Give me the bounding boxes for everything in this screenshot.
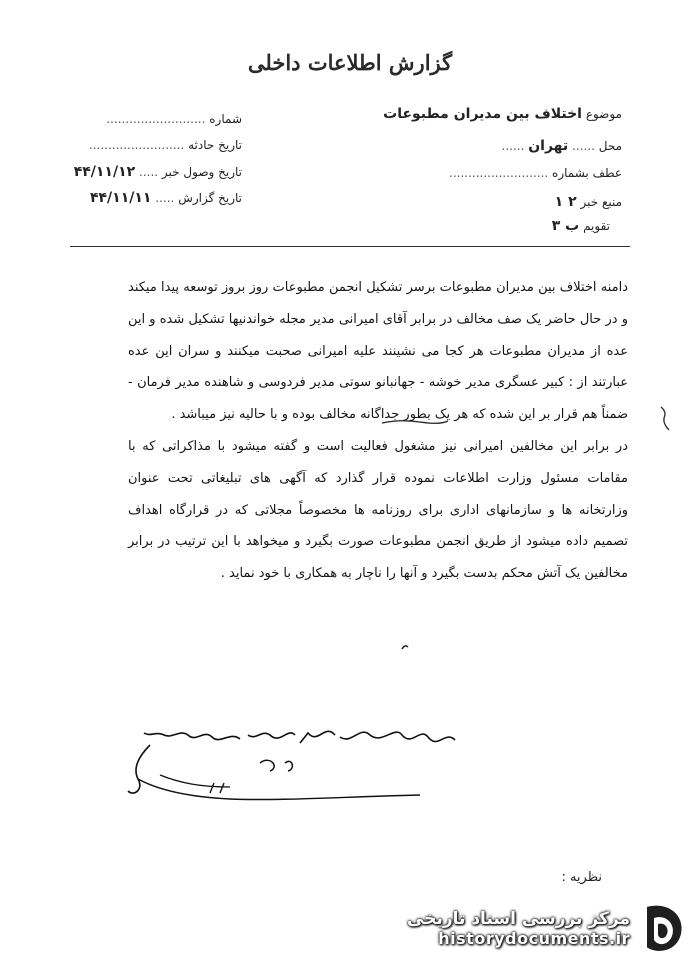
source-field bbox=[555, 194, 622, 210]
received-date-field: تاریخ وصول خبر ..... ۴۴/۱۱/۱۲ bbox=[73, 164, 242, 180]
reference-field: عطف بشماره .......................... bbox=[449, 166, 622, 180]
subject-field bbox=[383, 106, 622, 122]
number-label: شماره bbox=[209, 112, 242, 126]
body-paragraph-2: در برابر این مخالفین امیرانی نیز مشغول فعالیت است و گفته میشود با مذاکراتی که با مقامات مسئول وزارت اطلاعات نموده قرار گذارد که آگهی های تبلیغاتی تحت عنوان وزارتخانه ها و سازمانهای اداری برای روزنامه ها مخصوصاً مجلاتی که در قرارگاه اهداف تصمیم داده میشود از طریق انجمن مطبوعات صورت بگیرد و میخواهد با این ترتیب در برابر مخالفین یک آتش محکم بدست بگیرد و آنها را ناچار به همکاری با خود نماید . bbox=[128, 438, 628, 582]
watermark-title: مرکز بررسی اسناد تاریخی bbox=[407, 908, 630, 929]
watermark bbox=[407, 898, 688, 958]
report-date-value: ۴۴/۱۱/۱۱ bbox=[89, 190, 152, 206]
evaluation-field bbox=[552, 218, 610, 234]
location-value: تهران bbox=[528, 138, 569, 154]
handwritten-signature bbox=[120, 705, 470, 820]
evaluation-value: ب ۳ bbox=[551, 218, 580, 234]
source-value: ۲ ۱ bbox=[554, 194, 577, 210]
reference-label: عطف بشماره bbox=[552, 166, 622, 180]
header-separator bbox=[70, 246, 630, 247]
pen-underline-mark bbox=[380, 418, 450, 426]
opinion-label: نظریه : bbox=[561, 870, 602, 885]
evaluation-label: تقویم bbox=[583, 219, 610, 233]
subject-label: موضوع bbox=[585, 107, 622, 121]
report-body bbox=[128, 272, 628, 590]
received-date-label: تاریخ وصول خبر bbox=[161, 165, 242, 179]
location-label: محل bbox=[598, 139, 622, 153]
archive-logo-icon bbox=[638, 900, 688, 956]
location-field: محل ...... تهران ...... bbox=[501, 138, 622, 154]
incident-date-field: تاریخ حادثه ......................... bbox=[88, 138, 242, 152]
source-label: منبع خبر bbox=[580, 195, 622, 209]
number-field: شماره .......................... bbox=[106, 112, 242, 126]
pen-dot-mark bbox=[400, 642, 410, 652]
report-date-label: تاریخ گزارش bbox=[178, 191, 242, 205]
margin-pen-mark bbox=[655, 404, 675, 434]
incident-date-label: تاریخ حادثه bbox=[188, 138, 242, 152]
body-paragraph-1: دامنه اختلاف بین مدیران مطبوعات برسر تشکیل انجمن مطبوعات روز بروز توسعه پیدا میکند و در حال حاضر یک صف مخالف در برابر آقای امیرانی مدیر مجله خواندنیها تشکیل شده و این عده از مدیران مطبوعات هر کجا می نشینند علیه امیرانی صحبت میکنند و سران این عده عبارتند از : کبیر عسگری مدیر خوشه - جهانبانو سوتی مدیر فردوسی و شاهنده مدیر فرمان - ضمناً هم قرار بر این شده که هر یک بطور جداگانه مخالف بوده و با حالیه نیز میباشد . bbox=[128, 280, 628, 423]
subject-value: اختلاف بین مدیران مطبوعات bbox=[383, 106, 582, 122]
document-title: گزارش اطلاعات داخلی bbox=[247, 50, 453, 75]
report-date-field: تاریخ گزارش ..... ۴۴/۱۱/۱۱ bbox=[89, 190, 242, 206]
watermark-url: historydocuments.ir bbox=[438, 928, 630, 948]
received-date-value: ۴۴/۱۱/۱۲ bbox=[73, 164, 136, 180]
